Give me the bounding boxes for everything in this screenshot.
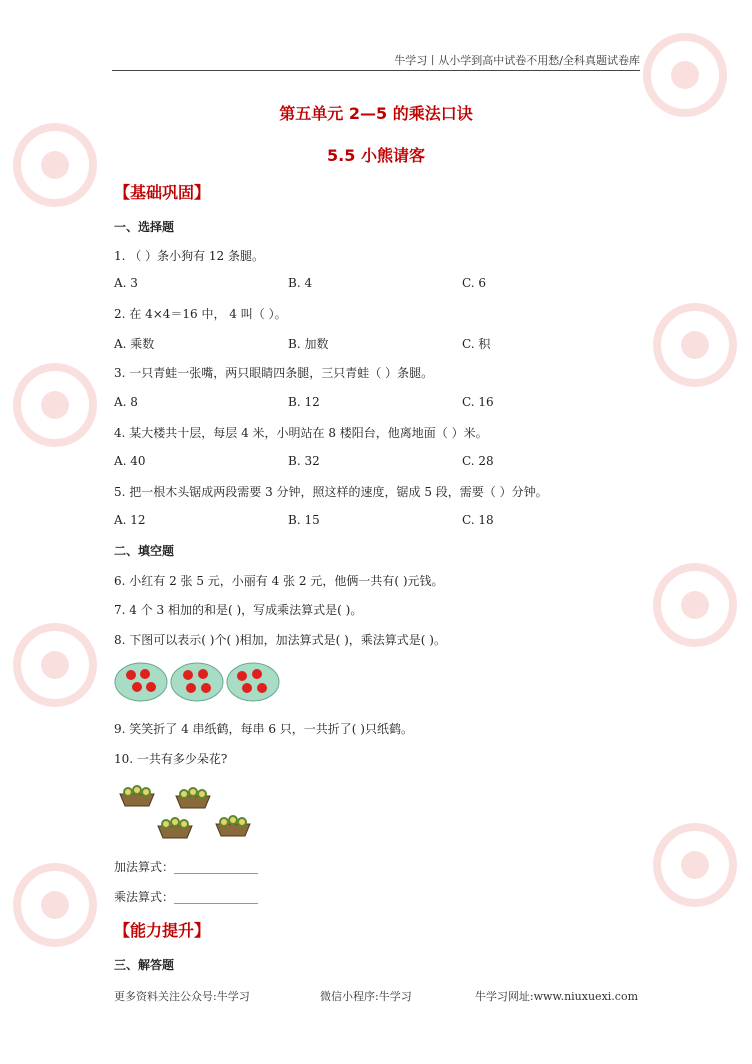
q1-option-c: C. 6 — [462, 276, 487, 290]
q4-option-a: A. 40 — [114, 454, 146, 468]
flower-pot — [120, 786, 154, 806]
addition-answer-line: 加法算式：______________ — [114, 860, 259, 874]
apple-plates-figure — [114, 662, 280, 702]
multiplication-answer-line: 乘法算式：______________ — [114, 890, 259, 904]
q4-option-c: C. 28 — [462, 454, 494, 468]
unit-title: 第五单元 2—5 的乘法口诀 — [279, 104, 473, 123]
lesson-title: 5.5 小熊请客 — [327, 146, 425, 165]
header-divider — [112, 70, 640, 71]
section-advanced: 【能力提升】 — [114, 921, 211, 940]
q2-option-a: A. 乘数 — [114, 337, 155, 351]
q4-option-b: B. 32 — [288, 454, 320, 468]
question-9: 9. 笑笑折了 4 串纸鹤，每串 6 只，一共折了( )只纸鹤。 — [114, 722, 413, 736]
part-answer: 三、解答题 — [114, 958, 175, 972]
flower-pot — [216, 816, 250, 836]
q5-option-a: A. 12 — [114, 513, 146, 527]
question-3: 3. 一只青蛙一张嘴，两只眼睛四条腿，三只青蛙（ ）条腿。 — [114, 366, 434, 380]
footer-right: 牛学习网址:www.niuxuexi.com — [474, 990, 638, 1003]
part-choice: 一、选择题 — [114, 220, 175, 234]
question-6: 6. 小红有 2 张 5 元，小丽有 4 张 2 元，他俩一共有( )元钱。 — [114, 574, 444, 588]
watermark-logo — [10, 620, 100, 710]
apple-plate — [171, 663, 223, 701]
q2-option-b: B. 加数 — [288, 337, 329, 351]
q3-option-a: A. 8 — [114, 395, 138, 409]
q5-option-b: B. 15 — [288, 513, 320, 527]
q1-option-a: A. 3 — [114, 276, 138, 290]
q2-option-c: C. 积 — [462, 337, 491, 351]
flower-pots-figure — [114, 780, 254, 842]
flower-pot — [158, 818, 192, 838]
apple-plate — [227, 663, 279, 701]
part-fill: 二、填空题 — [114, 544, 175, 558]
question-10: 10. 一共有多少朵花? — [114, 752, 228, 766]
q3-option-c: C. 16 — [462, 395, 494, 409]
question-8: 8. 下图可以表示( )个( )相加，加法算式是( )，乘法算式是( )。 — [114, 633, 446, 647]
flower-pot — [176, 788, 210, 808]
section-basic: 【基础巩固】 — [114, 183, 211, 202]
question-2: 2. 在 4×4＝16 中， 4 叫（ ）。 — [114, 307, 287, 321]
question-5: 5. 把一根木头锯成两段需要 3 分钟，照这样的速度，锯成 5 段，需要（ ）分钟。 — [114, 485, 548, 499]
footer-middle: 微信小程序:牛学习 — [320, 990, 412, 1003]
q5-option-c: C. 18 — [462, 513, 494, 527]
question-4: 4. 某大楼共十层，每层 4 米，小明站在 8 楼阳台，他离地面（ ）米。 — [114, 426, 488, 440]
page-header: 牛学习丨从小学到高中试卷不用愁/全科真题试卷库 — [394, 54, 640, 67]
watermark-logo — [10, 860, 100, 950]
q3-option-b: B. 12 — [288, 395, 320, 409]
watermark-logo — [650, 820, 740, 910]
question-1: 1. （ ）条小狗有 12 条腿。 — [114, 249, 264, 263]
q1-option-b: B. 4 — [288, 276, 313, 290]
watermark-logo — [10, 360, 100, 450]
watermark-logo — [650, 300, 740, 390]
apple-plate — [115, 663, 167, 701]
question-7: 7. 4 个 3 相加的和是( )，写成乘法算式是( )。 — [114, 603, 363, 617]
watermark-logo — [650, 560, 740, 650]
footer-left: 更多资料关注公众号:牛学习 — [114, 990, 250, 1003]
